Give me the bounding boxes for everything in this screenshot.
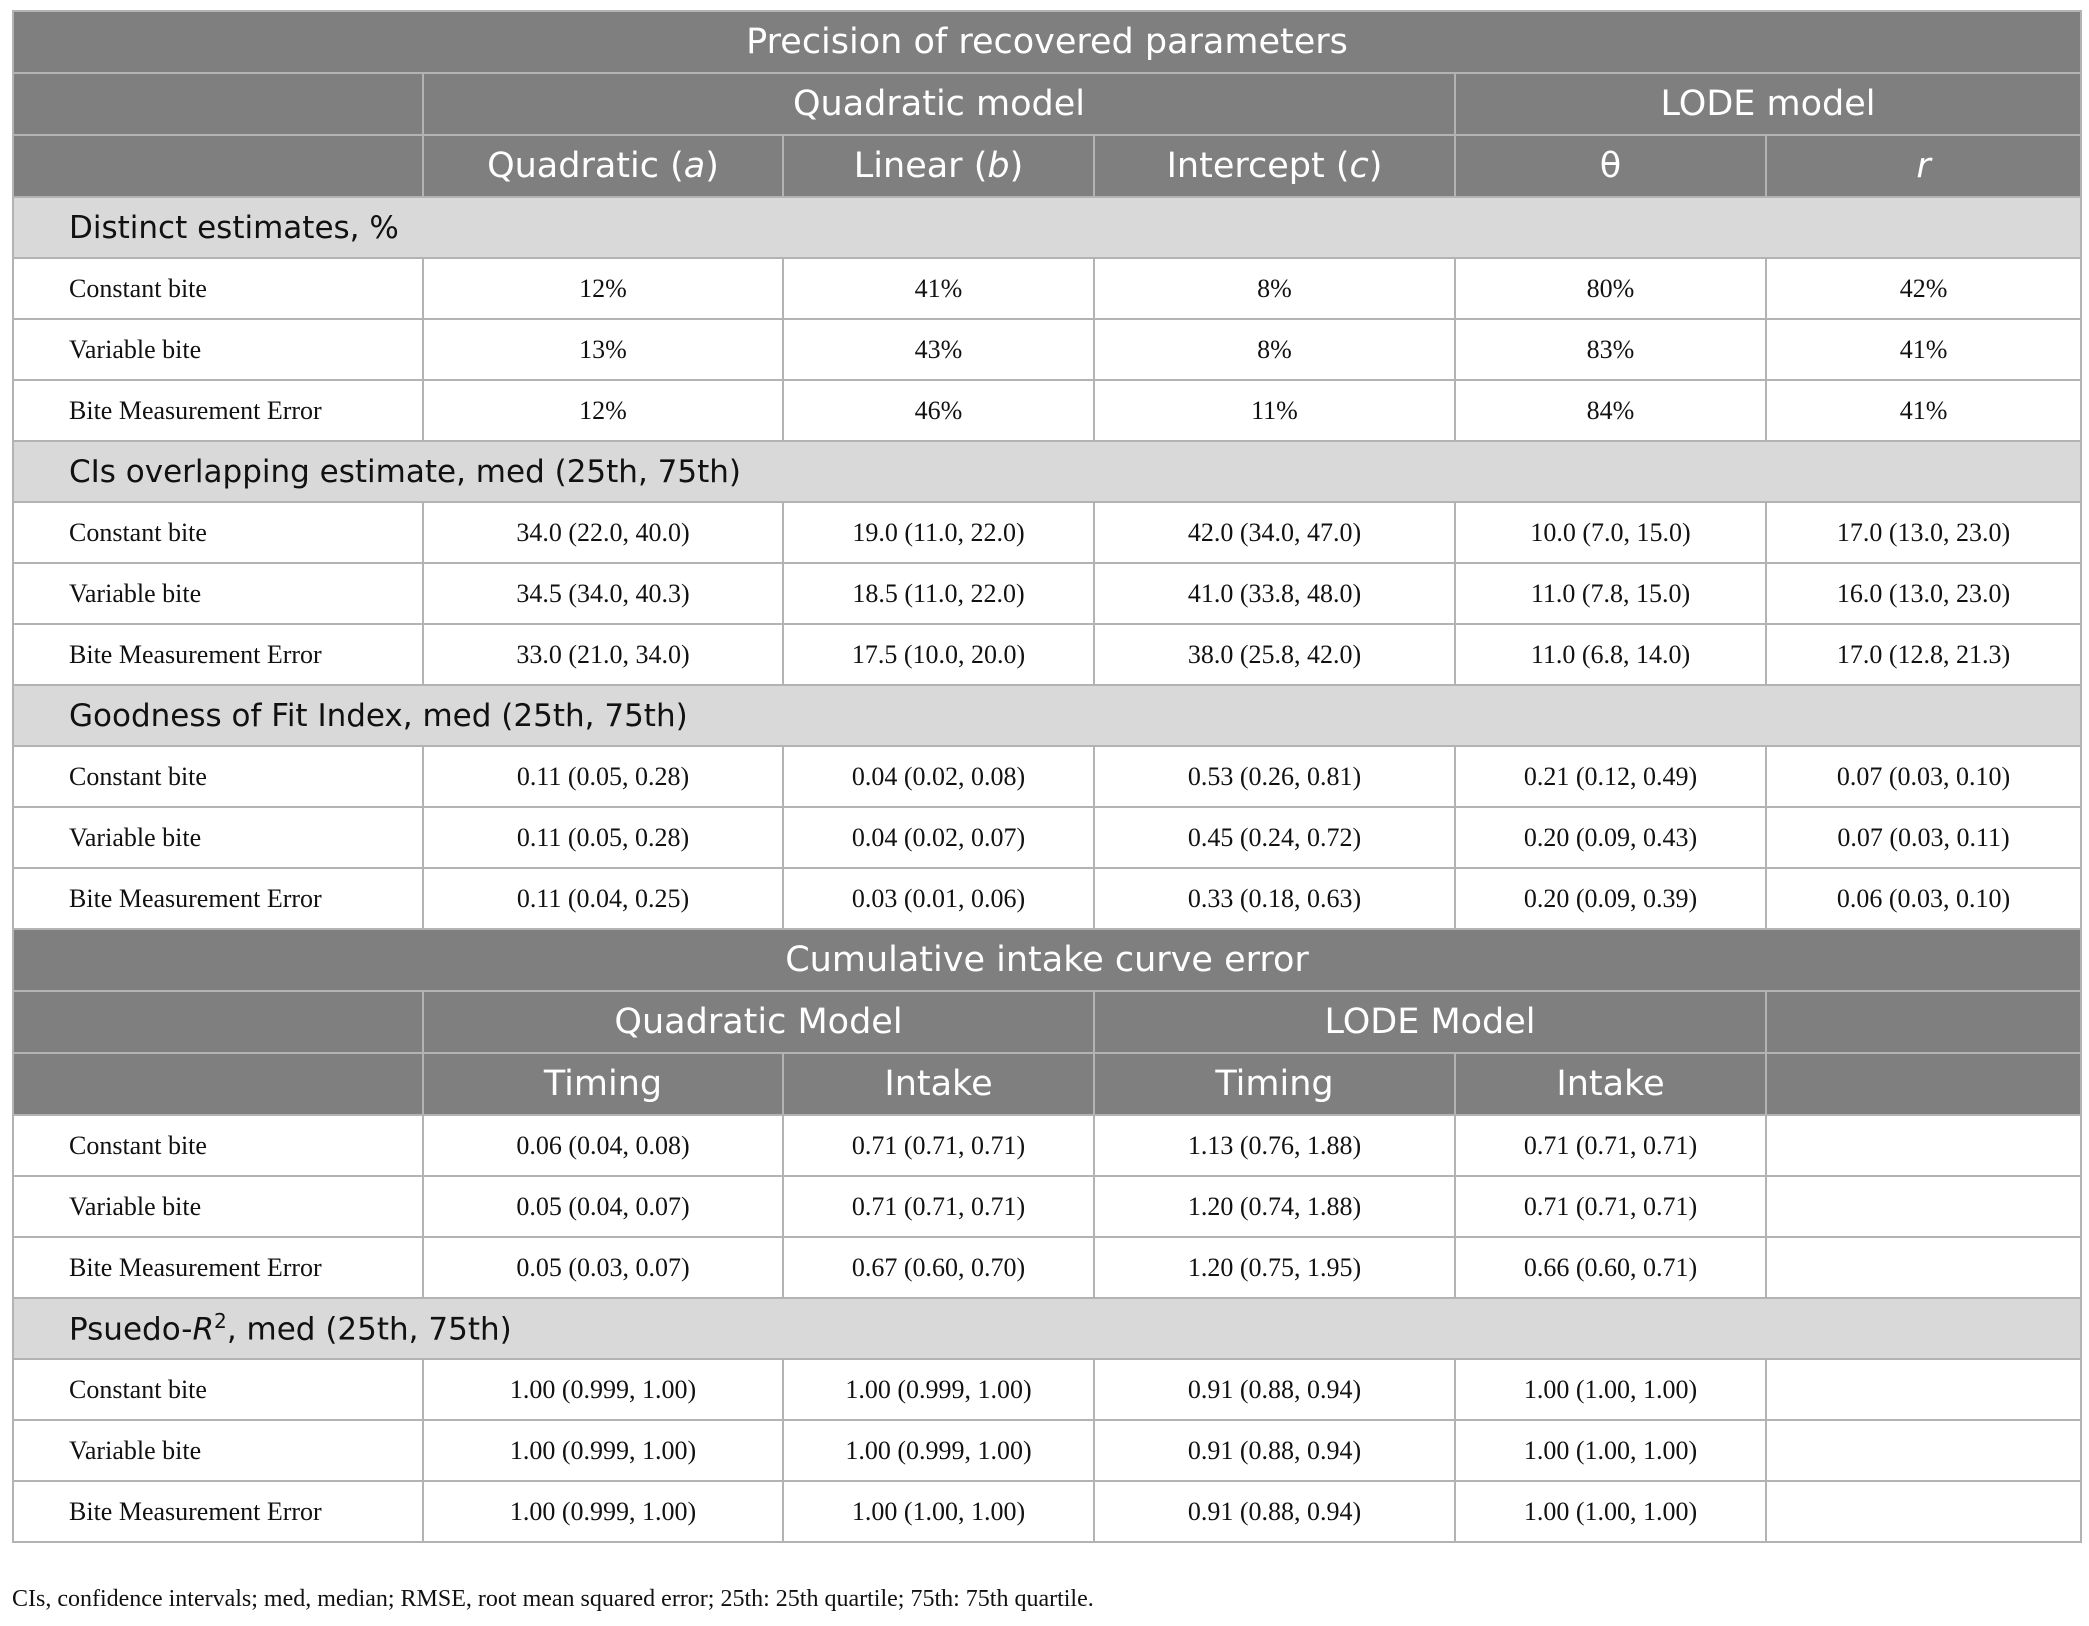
table-cell: 11.0 (6.8, 14.0) <box>1455 624 1766 685</box>
table-cell: 19.0 (11.0, 22.0) <box>783 502 1094 563</box>
table-row <box>13 319 2081 380</box>
row-label: Constant bite <box>13 502 423 563</box>
table-cell: 8% <box>1094 258 1455 319</box>
table-cell: 0.71 (0.71, 0.71) <box>1455 1115 1766 1176</box>
table-cell: 0.71 (0.71, 0.71) <box>783 1115 1094 1176</box>
row-label: Constant bite <box>13 1359 423 1420</box>
empty-cell <box>1766 1176 2081 1237</box>
results-table-container <box>12 10 2080 1543</box>
row-label: Variable bite <box>13 807 423 868</box>
row-label: Constant bite <box>13 1115 423 1176</box>
table-cell: 0.21 (0.12, 0.49) <box>1455 746 1766 807</box>
table-cell: 0.05 (0.03, 0.07) <box>423 1237 783 1298</box>
table-cell: 0.07 (0.03, 0.11) <box>1766 807 2081 868</box>
row-label: Bite Measurement Error <box>13 868 423 929</box>
row-label: Constant bite <box>13 746 423 807</box>
column-header-quadratic-intake: Intake <box>783 1053 1094 1115</box>
section-title: Distinct estimates, % <box>13 197 2081 258</box>
table-cell: 12% <box>423 258 783 319</box>
empty-cell <box>1766 1481 2081 1542</box>
row-label: Variable bite <box>13 563 423 624</box>
table-cell: 0.05 (0.04, 0.07) <box>423 1176 783 1237</box>
table-cell: 84% <box>1455 380 1766 441</box>
table-cell: 11% <box>1094 380 1455 441</box>
table-cell: 0.45 (0.24, 0.72) <box>1094 807 1455 868</box>
column-header-intercept-name: Intercept <box>1166 146 1325 186</box>
table-row <box>13 563 2081 624</box>
empty-header-cell <box>13 135 423 197</box>
table-cell: 0.11 (0.05, 0.28) <box>423 807 783 868</box>
precision-body <box>13 197 2081 929</box>
section-header-row <box>13 197 2081 258</box>
table-cell: 41.0 (33.8, 48.0) <box>1094 563 1455 624</box>
column-header-linear-name: Linear <box>853 146 963 186</box>
table-cell: 80% <box>1455 258 1766 319</box>
quadratic-model-group-header-2: Quadratic Model <box>423 991 1094 1053</box>
quadratic-model-group-header: Quadratic model <box>423 73 1455 135</box>
table-row <box>13 1481 2081 1542</box>
table-row <box>13 1237 2081 1298</box>
table-cell: 34.0 (22.0, 40.0) <box>423 502 783 563</box>
precision-title: Precision of recovered parameters <box>13 11 2081 73</box>
table-cell: 1.00 (0.999, 1.00) <box>783 1359 1094 1420</box>
table-cell: 0.71 (0.71, 0.71) <box>783 1176 1094 1237</box>
section-title: CIs overlapping estimate, med (25th, 75th) <box>13 441 2081 502</box>
table-row <box>13 1176 2081 1237</box>
column-header-quadratic-name: Quadratic <box>487 146 660 186</box>
table-cell: 0.66 (0.60, 0.71) <box>1455 1237 1766 1298</box>
table-row <box>13 1359 2081 1420</box>
table-cell: 11.0 (7.8, 15.0) <box>1455 563 1766 624</box>
cumulative-group-header-row <box>13 991 2081 1053</box>
section-header-row <box>13 441 2081 502</box>
column-header-quadratic-timing: Timing <box>423 1053 783 1115</box>
table-cell: 83% <box>1455 319 1766 380</box>
lode-model-group-header: LODE model <box>1455 73 2081 135</box>
table-cell: 0.71 (0.71, 0.71) <box>1455 1176 1766 1237</box>
column-header-lode-intake: Intake <box>1455 1053 1766 1115</box>
table-cell: 1.00 (1.00, 1.00) <box>1455 1420 1766 1481</box>
column-header-lode-timing: Timing <box>1094 1053 1455 1115</box>
row-label: Constant bite <box>13 258 423 319</box>
section-title-symbol: R <box>192 1311 214 1348</box>
section-header-row <box>13 685 2081 746</box>
precision-title-row <box>13 11 2081 73</box>
table-cell: 0.67 (0.60, 0.70) <box>783 1237 1094 1298</box>
empty-cell <box>1766 1115 2081 1176</box>
table-cell: 33.0 (21.0, 34.0) <box>423 624 783 685</box>
table-cell: 0.33 (0.18, 0.63) <box>1094 868 1455 929</box>
empty-header-cell <box>1766 991 2081 1053</box>
row-label: Bite Measurement Error <box>13 1481 423 1542</box>
table-cell: 1.00 (1.00, 1.00) <box>1455 1481 1766 1542</box>
row-label: Bite Measurement Error <box>13 1237 423 1298</box>
column-header-intercept: Intercept (c) <box>1094 135 1455 197</box>
row-label: Variable bite <box>13 1176 423 1237</box>
table-cell: 42% <box>1766 258 2081 319</box>
column-header-r <box>1766 135 2081 197</box>
section-title-superscript: 2 <box>213 1309 227 1334</box>
table-cell: 16.0 (13.0, 23.0) <box>1766 563 2081 624</box>
table-cell: 0.91 (0.88, 0.94) <box>1094 1420 1455 1481</box>
section-title: Goodness of Fit Index, med (25th, 75th) <box>13 685 2081 746</box>
column-header-linear-symbol: b <box>987 146 1010 186</box>
table-cell: 17.0 (12.8, 21.3) <box>1766 624 2081 685</box>
table-cell: 0.20 (0.09, 0.43) <box>1455 807 1766 868</box>
table-cell: 0.53 (0.26, 0.81) <box>1094 746 1455 807</box>
table-cell: 17.5 (10.0, 20.0) <box>783 624 1094 685</box>
table-cell: 43% <box>783 319 1094 380</box>
column-header-quadratic-symbol: a <box>683 146 706 186</box>
table-cell: 0.20 (0.09, 0.39) <box>1455 868 1766 929</box>
table-cell: 1.13 (0.76, 1.88) <box>1094 1115 1455 1176</box>
table-cell: 0.91 (0.88, 0.94) <box>1094 1359 1455 1420</box>
row-label: Variable bite <box>13 319 423 380</box>
table-cell: 42.0 (34.0, 47.0) <box>1094 502 1455 563</box>
table-cell: 41% <box>1766 380 2081 441</box>
table-cell: 0.91 (0.88, 0.94) <box>1094 1481 1455 1542</box>
cumulative-title-row <box>13 929 2081 991</box>
table-cell: 1.00 (1.00, 1.00) <box>783 1481 1094 1542</box>
results-table <box>12 10 2082 1543</box>
table-cell: 0.07 (0.03, 0.10) <box>1766 746 2081 807</box>
table-footnote: CIs, confidence intervals; med, median; RMSE, root mean squared error; 25th: 25th quartile; 75th: 75th quartile. <box>12 1586 1094 1612</box>
table-cell: 1.20 (0.75, 1.95) <box>1094 1237 1455 1298</box>
table-row <box>13 1420 2081 1481</box>
table-row <box>13 746 2081 807</box>
table-cell: 0.11 (0.05, 0.28) <box>423 746 783 807</box>
table-row <box>13 258 2081 319</box>
section-title-suffix: , med (25th, 75th) <box>226 1311 512 1348</box>
table-row <box>13 868 2081 929</box>
row-label: Bite Measurement Error <box>13 380 423 441</box>
empty-header-cell <box>13 991 423 1053</box>
row-label: Bite Measurement Error <box>13 624 423 685</box>
table-row <box>13 1115 2081 1176</box>
cumulative-column-header-row <box>13 1053 2081 1115</box>
table-cell: 0.04 (0.02, 0.07) <box>783 807 1094 868</box>
empty-header-cell <box>13 1053 423 1115</box>
table-cell: 0.11 (0.04, 0.25) <box>423 868 783 929</box>
table-cell: 1.00 (1.00, 1.00) <box>1455 1359 1766 1420</box>
column-header-r-symbol: r <box>1916 146 1931 186</box>
table-cell: 1.00 (0.999, 1.00) <box>783 1420 1094 1481</box>
table-cell: 0.04 (0.02, 0.08) <box>783 746 1094 807</box>
table-cell: 8% <box>1094 319 1455 380</box>
table-cell: 0.03 (0.01, 0.06) <box>783 868 1094 929</box>
table-cell: 12% <box>423 380 783 441</box>
table-cell: 0.06 (0.04, 0.08) <box>423 1115 783 1176</box>
section-title <box>13 1298 2081 1359</box>
empty-header-cell <box>1766 1053 2081 1115</box>
lode-model-group-header-2: LODE Model <box>1094 991 1766 1053</box>
table-cell: 34.5 (34.0, 40.3) <box>423 563 783 624</box>
precision-column-header-row <box>13 135 2081 197</box>
table-row <box>13 624 2081 685</box>
table-cell: 1.00 (0.999, 1.00) <box>423 1359 783 1420</box>
table-row <box>13 807 2081 868</box>
table-cell: 1.00 (0.999, 1.00) <box>423 1420 783 1481</box>
table-cell: 18.5 (11.0, 22.0) <box>783 563 1094 624</box>
section-title-prefix: Psuedo- <box>69 1311 193 1348</box>
table-cell: 1.20 (0.74, 1.88) <box>1094 1176 1455 1237</box>
column-header-linear: Linear (b) <box>783 135 1094 197</box>
table-row <box>13 380 2081 441</box>
table-cell: 46% <box>783 380 1094 441</box>
table-cell: 41% <box>783 258 1094 319</box>
row-label: Variable bite <box>13 1420 423 1481</box>
empty-cell <box>1766 1359 2081 1420</box>
cumulative-body <box>13 1115 2081 1542</box>
cumulative-title: Cumulative intake curve error <box>13 929 2081 991</box>
section-header-row <box>13 1298 2081 1359</box>
column-header-theta: θ <box>1455 135 1766 197</box>
table-cell: 38.0 (25.8, 42.0) <box>1094 624 1455 685</box>
empty-cell <box>1766 1420 2081 1481</box>
empty-header-cell <box>13 73 423 135</box>
precision-group-header-row <box>13 73 2081 135</box>
table-cell: 41% <box>1766 319 2081 380</box>
empty-cell <box>1766 1237 2081 1298</box>
table-cell: 10.0 (7.0, 15.0) <box>1455 502 1766 563</box>
table-cell: 13% <box>423 319 783 380</box>
column-header-quadratic: Quadratic (a) <box>423 135 783 197</box>
table-cell: 0.06 (0.03, 0.10) <box>1766 868 2081 929</box>
table-cell: 17.0 (13.0, 23.0) <box>1766 502 2081 563</box>
table-cell: 1.00 (0.999, 1.00) <box>423 1481 783 1542</box>
table-row <box>13 502 2081 563</box>
column-header-intercept-symbol: c <box>1349 146 1369 186</box>
